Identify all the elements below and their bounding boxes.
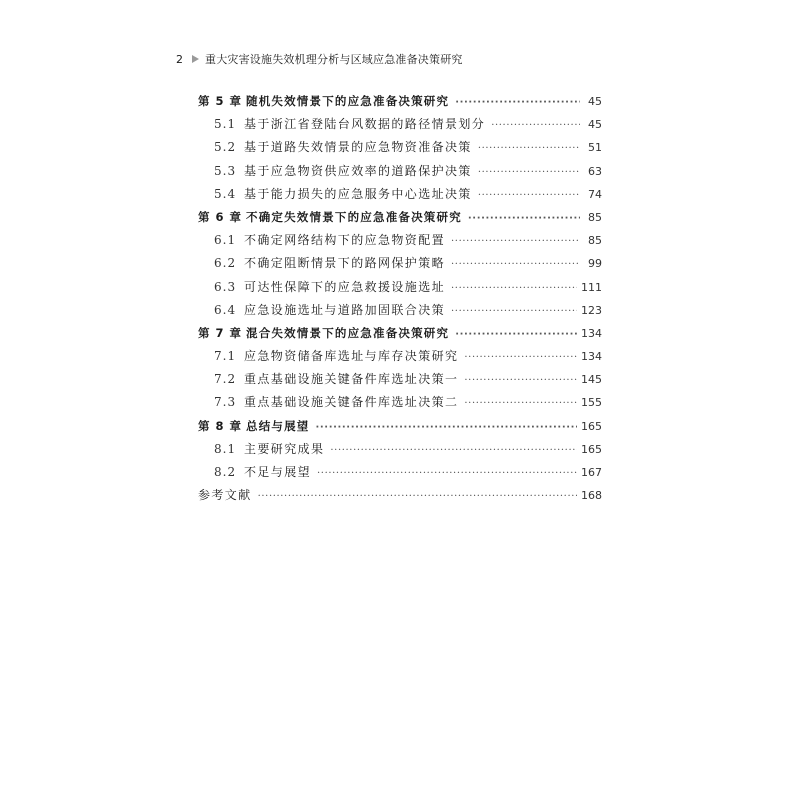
page-number: 2 [176, 52, 184, 66]
dot-leader [451, 230, 580, 253]
toc-section-row[interactable] [198, 391, 602, 414]
toc-entry-page: 134 [581, 350, 602, 364]
toc-entry-number: 5.4 [214, 186, 237, 201]
toc-entry-title: 可达性保障下的应急救援设施选址 [244, 279, 446, 294]
toc-entry-number: 8.1 [214, 441, 237, 456]
toc-entry-page: 99 [588, 257, 602, 271]
toc-section-row[interactable] [198, 113, 602, 136]
dot-leader [468, 207, 580, 230]
toc-section-row[interactable] [198, 461, 602, 484]
toc-entry-page: 134 [581, 326, 602, 340]
toc-entry-page: 45 [588, 118, 602, 132]
toc-entry-number: 5.2 [214, 140, 237, 155]
dot-leader [258, 485, 577, 508]
toc-entry-title: 不足与展望 [244, 465, 312, 479]
dot-leader [451, 277, 577, 300]
toc-entry-page: 167 [581, 466, 602, 479]
toc-section-row[interactable] [198, 276, 602, 299]
dot-leader [491, 114, 580, 137]
dot-leader [464, 369, 577, 392]
toc-entry-page: 45 [588, 95, 602, 108]
toc-references-row[interactable] [198, 484, 602, 507]
toc-entry-page: 145 [581, 373, 602, 387]
toc-entry-page: 74 [588, 187, 602, 201]
toc-entry-title: 随机失效情景下的应急准备决策研究 [246, 94, 450, 108]
dot-leader [330, 439, 577, 462]
toc-section-row[interactable] [198, 160, 602, 183]
toc-entry-title: 基于道路失效情景的应急物资准备决策 [244, 140, 472, 155]
toc-chapter-row[interactable] [198, 206, 602, 229]
toc-entry-number: 6.3 [214, 279, 237, 294]
toc-section-row[interactable] [198, 299, 602, 322]
toc-entry-page: 85 [588, 234, 602, 248]
toc-entry-page: 165 [581, 419, 602, 433]
toc-chapter-row[interactable] [198, 90, 602, 113]
toc-entry-title: 不确定阻断情景下的路网保护策略 [244, 256, 446, 271]
toc-entry-title: 重点基础设施关键备件库选址决策二 [244, 395, 459, 410]
toc-section-row[interactable] [198, 438, 602, 461]
toc-entry-number: 7.1 [214, 349, 237, 364]
toc-entry-number: 6.4 [214, 302, 237, 317]
toc-entry-title: 应急物资储备库选址与库存决策研究 [244, 349, 459, 364]
toc-entry-number: 第 5 章 [198, 94, 243, 108]
toc-section-row[interactable] [198, 229, 602, 252]
book-title: 重大灾害设施失效机理分析与区域应急准备决策研究 [205, 53, 463, 66]
toc-entry-number: 8.2 [214, 465, 237, 479]
dot-leader [478, 161, 580, 184]
toc-entry-page: 111 [581, 280, 602, 294]
toc-entry-title: 基于能力损失的应急服务中心选址决策 [244, 186, 472, 201]
toc-entry-page: 168 [581, 489, 602, 503]
table-of-contents [198, 90, 602, 507]
toc-entry-page: 123 [581, 303, 602, 317]
dot-leader [451, 253, 580, 276]
dot-leader [316, 416, 578, 439]
toc-entry-title: 基于浙江省登陆台风数据的路径情景划分 [244, 117, 486, 132]
dot-leader [478, 137, 580, 160]
dot-leader [317, 462, 577, 485]
toc-entry-title: 混合失效情景下的应急准备决策研究 [246, 325, 450, 340]
toc-entry-number: 5.1 [214, 117, 237, 132]
toc-section-row[interactable] [198, 183, 602, 206]
toc-section-row[interactable] [198, 345, 602, 368]
toc-entry-title: 不确定网络结构下的应急物资配置 [244, 233, 446, 248]
toc-chapter-row[interactable] [198, 322, 602, 345]
toc-entry-title: 基于应急物资供应效率的道路保护决策 [244, 163, 472, 178]
toc-entry-number: 第 6 章 [198, 209, 243, 224]
toc-entry-number: 6.1 [214, 233, 237, 248]
running-header [176, 51, 463, 67]
toc-section-row[interactable] [198, 368, 602, 391]
header-arrow-icon [192, 55, 199, 63]
dot-leader [451, 300, 577, 323]
dot-leader [464, 346, 577, 369]
toc-chapter-row[interactable] [198, 415, 602, 438]
toc-entry-title: 主要研究成果 [244, 441, 325, 456]
toc-entry-title: 总结与展望 [246, 418, 310, 433]
toc-entry-title: 应急设施选址与道路加固联合决策 [244, 302, 446, 317]
toc-entry-number: 7.2 [214, 372, 237, 387]
toc-entry-page: 165 [581, 442, 602, 456]
toc-entry-number: 5.3 [214, 163, 237, 178]
dot-leader [464, 392, 577, 415]
toc-entry-page: 85 [588, 210, 602, 224]
dot-leader [455, 323, 577, 346]
toc-entry-title: 重点基础设施关键备件库选址决策一 [244, 372, 459, 387]
toc-entry-number: 第 7 章 [198, 325, 243, 340]
toc-section-row[interactable] [198, 136, 602, 159]
toc-section-row[interactable] [198, 252, 602, 275]
toc-entry-page: 155 [581, 396, 602, 410]
dot-leader [455, 91, 580, 114]
dot-leader [478, 184, 580, 207]
toc-entry-number: 7.3 [214, 395, 237, 410]
toc-entry-number: 第 8 章 [198, 418, 243, 433]
toc-entry-number: 6.2 [214, 256, 237, 271]
toc-entry-page: 51 [588, 141, 602, 155]
toc-entry-title: 参考文献 [198, 488, 252, 503]
toc-entry-page: 63 [588, 164, 602, 178]
toc-entry-title: 不确定失效情景下的应急准备决策研究 [246, 209, 462, 224]
